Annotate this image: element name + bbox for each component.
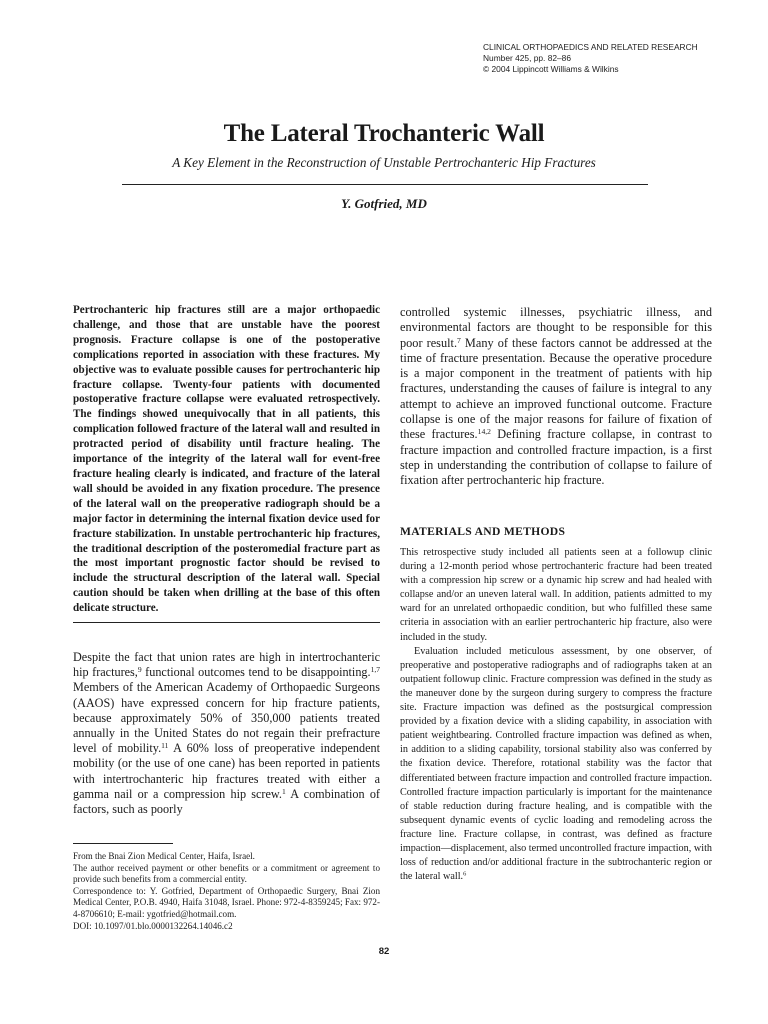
introduction-continued [400,305,712,489]
journal-name: CLINICAL ORTHOPAEDICS AND RELATED RESEARCH [483,42,698,52]
citation: 1 [281,786,286,796]
citation: 7 [457,335,461,345]
title-divider [122,184,648,185]
intro-text: functional outcomes tend to be disappointing. [141,665,371,680]
journal-issue: Number 425, pp. 82–86 [483,53,571,63]
article-title: The Lateral Trochanteric Wall [223,120,545,147]
methods-text: Evaluation included meticulous assessment, by one observer, of preoperative and postoperative radiographs and of radiographs taken at an outpatient followup clinic. Fracture compression was defined in the study as the maneuver done by the surgeon during surgery to compress the fracture site. Fracture impaction was defined as the postsurgical compression provided by a fixation device with a sliding capability, in association with patient weightbearing. Controlled fracture impaction was defined as when, in addition to a sliding capability, torsional stability also was conferred by the fixation device. Therefore, rotational stability was the factor that differentiated between fracture impaction and controlled fracture impaction. Controlled fracture impaction particularly is important for the maintenance of stable reduction during fracture healing, and is compatible with the subsequent dynamic events of cyclic loading and remodeling across the fracture line. Fracture collapse, in contrast, was defined as fracture impaction—displacement, also termed uncontrolled fracture impaction, with loss of reduction and/or additional fracture in the subtrochanteric region or the lateral wall. [400,645,712,883]
page-number: 82 [378,946,390,957]
intro-text: A 60% loss of preoperative independent mobility (or the use of one cane) has been reported in patients with intertrochanteric hip fractures treated with either a gamma nail or a compression hip screw. [73,741,380,801]
introduction-paragraph [73,650,380,817]
citation: 6 [463,870,467,878]
footnote-divider [73,843,173,844]
citation: 9 [137,665,142,675]
citation: 14,2 [477,427,491,437]
journal-copyright: © 2004 Lippincott Williams & Wilkins [483,64,619,74]
methods-paragraph: This retrospective study included all patients seen at a followup clinic during a 12-month period whose pertrochanteric fracture had been treated with a compression hip screw or a dynamic hip screw and had healed with collapse and/or an uneven lateral wall. In addition, patients admitted to my ward for an unrelated orthopaedic condition, but who fulfilled these same criteria in association with an earlier pertrochanteric hip fracture, also were included in the study. [400,547,712,643]
article-subtitle: A Key Element in the Reconstruction of Unstable Pertrochanteric Hip Fractures [172,155,596,170]
methods-paragraph [400,645,712,885]
footnote-disclosure: The author received payment or other benefits or a commitment or agreement to provide such benefits from a commercial entity. [73,862,380,885]
abstract-divider [73,622,380,623]
abstract: Pertrochanteric hip fractures still are a major orthopaedic challenge, and those that are unstable have the poorest prognosis. Fracture collapse is one of the postoperative complications reported in association with these fractures. My objective was to evaluate possible causes for pertrochanteric hip fracture collapse. Twenty-four patients with documented postoperative fracture collapse were evaluated retrospectively. The findings showed unequivocally that in all patients, this complication followed fracture of the lateral wall and resulted in protracted period of disability until fracture healing. The importance of the integrity of the lateral wall for event-free fracture healing clearly is indicated, and fracture of the lateral wall should be avoided in any fixation procedure. The presence of the lateral wall on the preoperative radiograph should be a major factor in determining the internal fixation device used for fracture stabilization. In unstable pertrochanteric hip fractures, the traditional description of the posteromedial fracture part as the most important prognostic factor should be revised to include the structural description of the lateral wall. Special caution should be taken when drilling at the base of this often delicate structure. [73,304,380,615]
article-author: Y. Gotfried, MD [341,196,427,211]
footnotes [73,851,380,932]
intro-text: controlled systemic illnesses, psychiatric illness, and environmental factors are thought to be responsible for this poor result. [400,305,712,350]
footnote-affiliation: From the Bnai Zion Medical Center, Haifa, Israel. [73,851,255,861]
footnote-correspondence: Correspondence to: Y. Gotfried, Department of Orthopaedic Surgery, Bnai Zion Medical Center, P.O.B. 4940, Haifa 31048, Israel. Phone: 972-4-8359245; Fax: 972-4-8706610; E-mail: ygotfried@hotmail.com. [73,885,381,919]
intro-text: Members of the American Academy of Orthopaedic Surgeons (AAOS) have expressed concern for hip fracture patients, because approximately 50% of 350,000 patients treated annually in the United States do not regain their prefracture level of mobility. [73,680,380,756]
intro-text: A combination of factors, such as poorly [73,786,380,817]
intro-text: Many of these factors cannot be addressed at the time of fracture presentation. Because the operative procedure is a major component in the treatment of patients with hip fractures, understanding the causes of failure is integral to any attempt to achieve an improved functional outcome. Fracture collapse is one of the major reasons for failure of fixation of these fractures. [400,335,713,442]
methods-section [400,546,712,884]
journal-header [483,42,753,75]
intro-text: Despite the fact that union rates are high in intertrochanteric hip fractures, [73,650,380,680]
footnote-doi: DOI: 10.1097/01.blo.0000132264.14046.c2 [73,920,233,931]
section-heading-methods: MATERIALS AND METHODS [400,525,566,538]
citation: 1,7 [370,665,380,675]
intro-text: Defining fracture collapse, in contrast to fracture impaction and controlled fracture impaction, is a first step in understanding the contribution of collapse to failure of fixation after pertrochanteric hip fracture. [400,427,712,488]
citation: 11 [161,741,169,751]
